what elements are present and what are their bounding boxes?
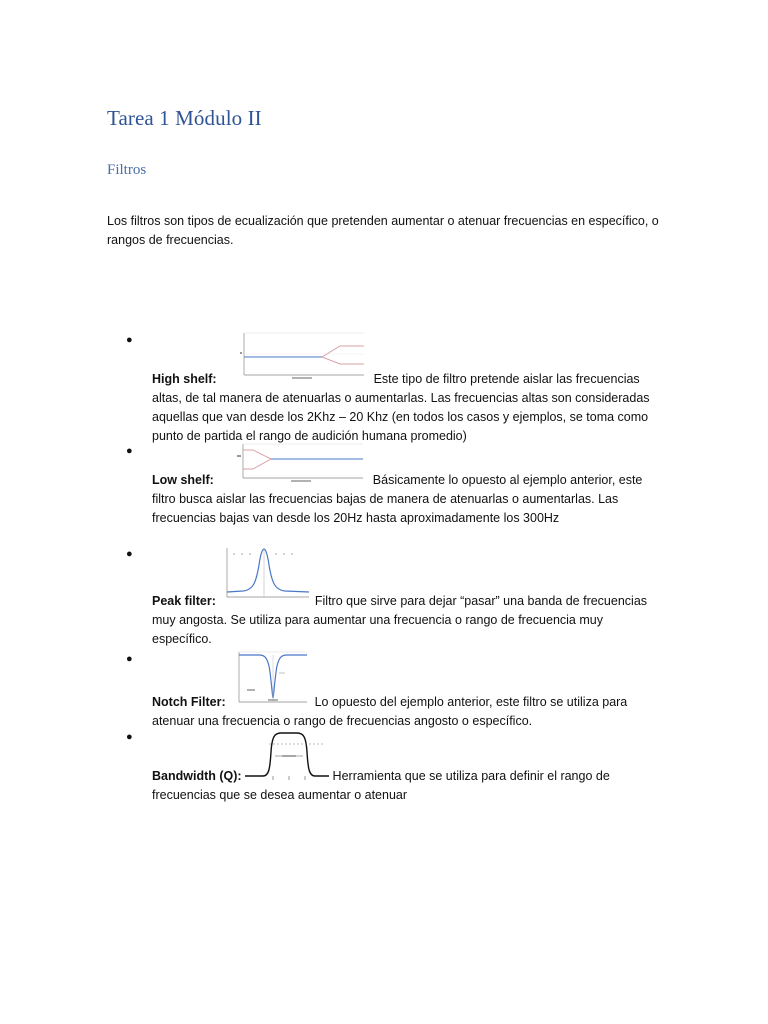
notch-filter-figure <box>229 650 311 712</box>
list-item-notch-filter <box>152 650 662 731</box>
item-first-line: Básicamente lo opuesto al ejemplo anterior, este filtro <box>152 473 643 506</box>
bullet-icon: ● <box>126 334 133 346</box>
bandwidth-figure <box>245 728 329 786</box>
high-shelf-figure <box>220 331 370 389</box>
list-item-low-shelf <box>152 442 662 528</box>
bullet-icon: ● <box>126 445 133 457</box>
item-description: altas, de tal manera de atenuarlas o aumentarlas. Las frecuencias altas son consideradas aquellas que van desde los 2Khz – 20 Khz (en todos los casos y ejemplos, se toma como punto de partida el rango de audición humana promedio) <box>152 391 650 443</box>
intro-paragraph: Los filtros son tipos de ecualización que pretenden aumentar o atenuar frecuencias en específico, o rangos de frecuencias. <box>107 214 659 247</box>
low-shelf-figure <box>217 442 369 490</box>
document-title: Tarea 1 Módulo II <box>107 106 262 130</box>
item-label: Notch Filter: <box>152 695 226 709</box>
item-first-line: Filtro que sirve para dejar “pasar” una banda de frecuencias <box>314 594 648 608</box>
item-description: busca aislar las frecuencias bajas de manera de atenuarlas o aumentarlas. Las frecuencias bajas van desde los 20Hz hasta aproximadamente los 300Hz <box>152 492 619 525</box>
list-item-bandwidth <box>152 728 662 805</box>
item-label: Bandwidth (Q): <box>152 769 242 783</box>
section-heading: Filtros <box>107 162 147 178</box>
item-description: frecuencias que se desea aumentar o atenuar <box>152 788 408 802</box>
item-first-line: Lo opuesto del ejemplo anterior, este filtro se utiliza para <box>314 695 628 709</box>
peak-filter-figure <box>219 545 311 611</box>
bullet-icon: ● <box>126 731 133 743</box>
item-label: High shelf: <box>152 372 217 386</box>
list-item-peak-filter <box>152 545 662 649</box>
item-description: atenuar una frecuencia o rango de frecuencias angosto o específico. <box>152 714 533 728</box>
bullet-icon: ● <box>126 653 133 665</box>
item-label: Peak filter: <box>152 594 216 608</box>
item-first-line: Este tipo de filtro pretende aislar las frecuencias <box>373 372 640 386</box>
bullet-icon: ● <box>126 548 133 560</box>
item-description: muy angosta. Se utiliza para aumentar una frecuencia o rango de frecuencia muy específico. <box>152 613 603 646</box>
item-label: Low shelf: <box>152 473 214 487</box>
list-item-high-shelf <box>152 331 662 446</box>
item-first-line: Herramienta que se utiliza para definir el rango de <box>332 769 610 783</box>
